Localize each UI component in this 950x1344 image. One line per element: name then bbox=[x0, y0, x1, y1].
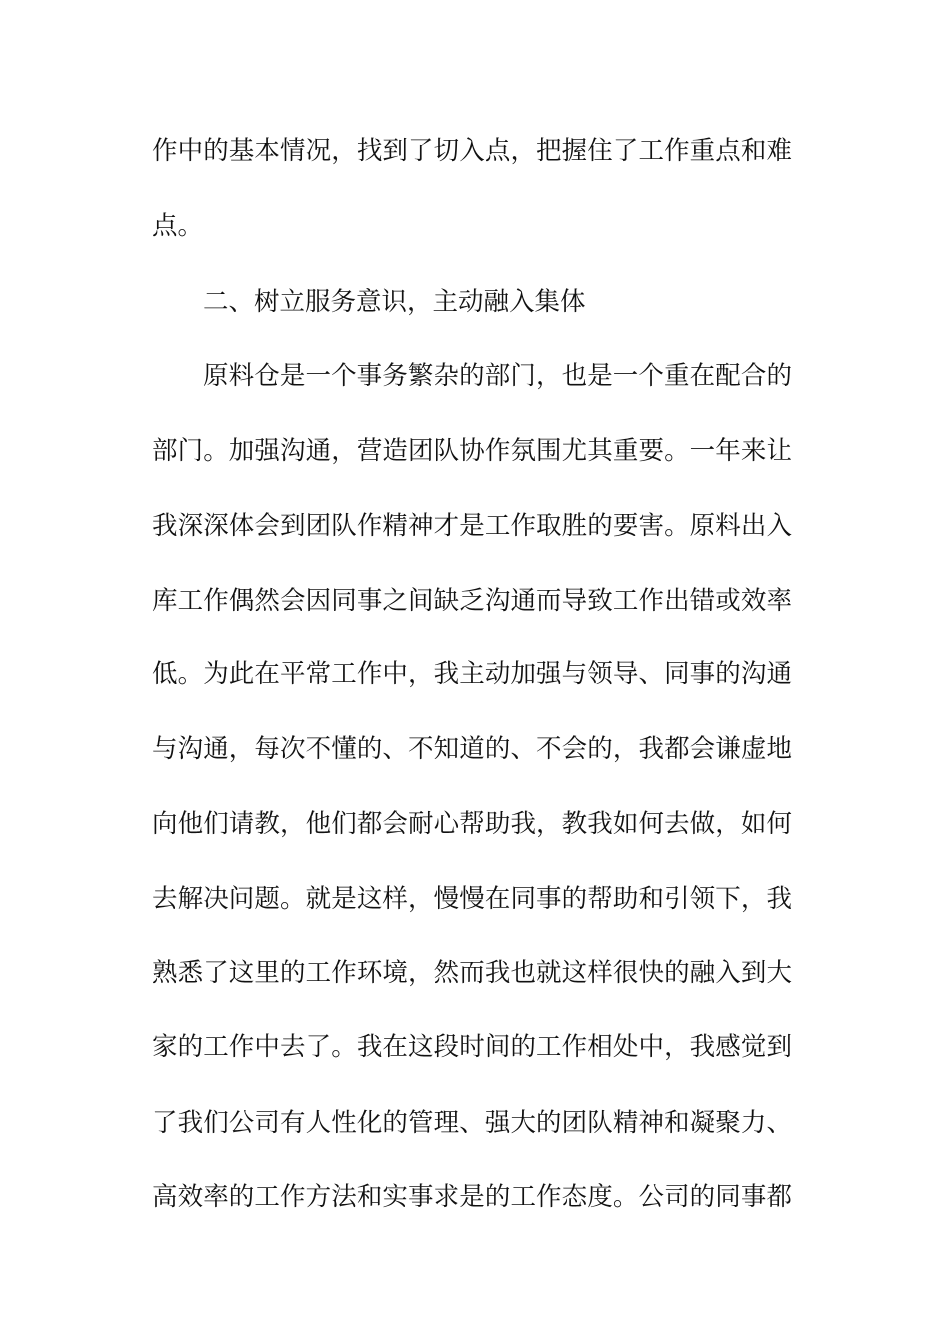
body-text-line: 作中的基本情况，找到了切入点，把握住了工作重点和难 bbox=[152, 136, 792, 166]
body-text-line: 高效率的工作方法和实事求是的工作态度。公司的同事都 bbox=[152, 1182, 792, 1212]
paragraph-first-line: 原料仓是一个事务繁杂的部门，也是一个重在配合的 bbox=[203, 361, 792, 391]
body-text-line: 了我们公司有人性化的管理、强大的团队精神和凝聚力、 bbox=[152, 1108, 792, 1138]
body-text-line: 我深深体会到团队作精神才是工作取胜的要害。原料出入 bbox=[152, 511, 792, 541]
section-heading: 二、树立服务意识，主动融入集体 bbox=[203, 287, 586, 317]
body-text-line: 家的工作中去了。我在这段时间的工作相处中，我感觉到 bbox=[152, 1032, 792, 1062]
body-text-line: 部门。加强沟通，营造团队协作氛围尤其重要。一年来让 bbox=[152, 436, 792, 466]
body-text-line: 点。 bbox=[152, 211, 204, 241]
body-text-line: 熟悉了这里的工作环境，然而我也就这样很快的融入到大 bbox=[152, 958, 792, 988]
body-text-line: 向他们请教，他们都会耐心帮助我，教我如何去做，如何 bbox=[152, 809, 792, 839]
body-text-line: 库工作偶然会因同事之间缺乏沟通而导致工作出错或效率 bbox=[152, 586, 792, 616]
body-text-line: 低。为此在平常工作中，我主动加强与领导、同事的沟通 bbox=[152, 659, 792, 689]
body-text-line: 与沟通，每次不懂的、不知道的、不会的，我都会谦虚地 bbox=[152, 734, 792, 764]
body-text-line: 去解决问题。就是这样，慢慢在同事的帮助和引领下，我 bbox=[152, 884, 792, 914]
